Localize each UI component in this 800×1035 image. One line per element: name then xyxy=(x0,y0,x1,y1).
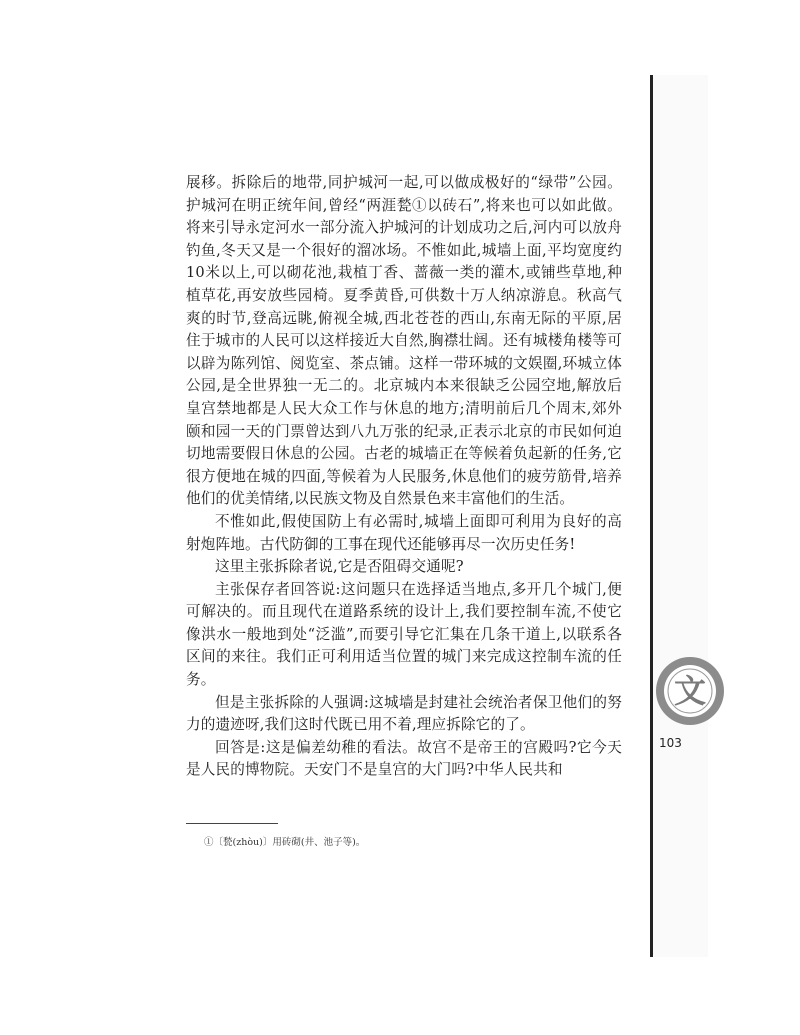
footnote: ①〔甃(zhòu)〕用砖砌(井、池子等)。 xyxy=(204,837,366,848)
paragraph: 不惟如此,假使国防上有必需时,城墙上面即可利用为良好的高射炮阵地。古代防御的工事在现代还能够再尽一次历史任务! xyxy=(186,512,622,553)
paragraph: 这里主张拆除者说,它是否阻碍交通呢? xyxy=(215,558,464,576)
paragraph: 回答是:这是偏差幼稚的看法。故宫不是帝王的宫殿吗?它今天是人民的博物院。天安门不是皇宫的大门吗?中华人民共和 xyxy=(186,738,622,779)
wen-character-emblem-icon xyxy=(654,655,726,727)
page-number: 103 xyxy=(659,736,682,750)
margin-rule xyxy=(650,75,653,957)
paragraph: 主张保存者回答说:这问题只在选择适当地点,多开几个城门,便可解决的。而且现代在道路系统的设计上,我们要控制车流,不使它像洪水一般地到处“泛滥”,而要引导它汇集在几条干道上,以联系各区间的来往。我们正可利用适当位置的城门来完成这控制车流的任务。 xyxy=(186,580,622,689)
paragraph: 但是主张拆除的人强调:这城墙是封建社会统治者保卫他们的努力的遗迹呀,我们这时代既已用不着,理应拆除它的了。 xyxy=(186,693,622,734)
paragraph: 展移。拆除后的地带,同护城河一起,可以做成极好的“绿带”公园。护城河在明正统年间,曾经“两涯甃①以砖石”,将来也可以如此做。将来引导永定河水一部分流入护城河的计划成功之后,河内可以放舟钓鱼,冬天又是一个很好的溜冰场。不惟如此,城墙上面,平均宽度约10米以上,可以砌花池,栽植丁香、蔷薇一类的灌木,或铺些草地,种植草花,再安放些园椅。夏季黄昏,可供数十万人纳凉游息。秋高气爽的时节,登高远眺,俯视全城,西北苍苍的西山,东南无际的平原,居住于城市的人民可以这样接近大自然,胸襟壮阔。还有城楼角楼等可以辟为陈列馆、阅览室、茶点铺。这样一带环城的文娱圈,环城立体公园,是全世界独一无二的。北京城内本来很缺乏公园空地,解放后皇宫禁地都是人民大众工作与休息的地方;清明前后几个周末,郊外颐和园一天的门票曾达到八九万张的纪录,正表示北京的市民如何迫切地需要假日休息的公园。古老的城墙正在等候着负起新的任务,它很方便地在城的四面,等候着为人民服务,休息他们的疲劳筋骨,培养他们的优美情绪,以民族文物及自然景色来丰富他们的生活。 xyxy=(186,174,622,508)
margin-strip xyxy=(650,75,708,957)
footnote-rule xyxy=(186,823,278,824)
body-text xyxy=(186,172,622,782)
emblem-glyph: 文 xyxy=(673,672,707,710)
